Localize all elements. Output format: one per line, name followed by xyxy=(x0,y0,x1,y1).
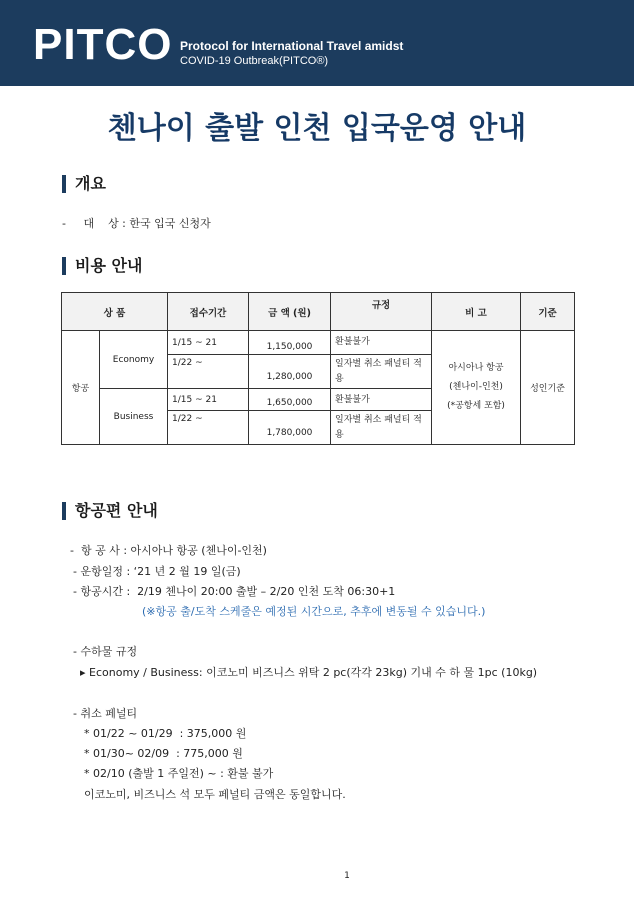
baggage-title: - 수하물 규정 xyxy=(73,645,138,658)
header-tagline: Protocol for International Travel amidst xyxy=(180,39,404,53)
cancel-penalty-item: * 01/30~ 02/09 : 775,000 원 xyxy=(84,747,243,760)
period-cell: 1/15 ~ 21 xyxy=(168,389,249,411)
col-header-period: 접수기간 xyxy=(168,293,249,331)
class-cell-business: Business xyxy=(100,389,168,445)
flight-airline-line: - 항 공 사 : 아시아나 항공 (첸나이-인천) xyxy=(70,544,267,557)
cancel-penalty-item: * 01/22 ~ 01/29 : 375,000 원 xyxy=(84,727,247,740)
col-header-remark: 비 고 xyxy=(432,293,521,331)
rule-cell: 환불불가 xyxy=(331,389,432,411)
amount-cell: 1,150,000 xyxy=(249,331,331,355)
period-cell: 1/22 ~ xyxy=(168,411,249,445)
basis-cell: 성인기준 xyxy=(521,331,575,445)
overview-target-line: - 대 상 : 한국 입국 신청자 xyxy=(62,217,211,230)
table-row xyxy=(62,331,575,355)
section-heading-overview: 개요 xyxy=(62,175,106,193)
header-banner xyxy=(0,0,634,86)
remark-airline: 아시아나 항공 xyxy=(448,363,504,373)
section-heading-flight: 항공편 안내 xyxy=(62,502,158,520)
col-header-product: 상 품 xyxy=(62,293,168,331)
cancel-penalty-footer: 이코노미, 비즈니스 석 모두 페널티 금액은 동일합니다. xyxy=(84,788,346,801)
flight-time-line: - 항공시간 : 2/19 첸나이 20:00 출발 – 2/20 인천 도착 06:30+1 xyxy=(73,585,396,598)
remark-route: (첸나이-인천) xyxy=(449,382,503,392)
section-heading-fees: 비용 안내 xyxy=(62,257,142,275)
cancel-penalty-item: * 02/10 (출발 1 주일전) ~ : 환불 불가 xyxy=(84,767,274,780)
remark-tax: (*공항세 포함) xyxy=(447,401,505,411)
amount-cell: 1,650,000 xyxy=(249,389,331,411)
flight-date-line: - 운항일정 : ‘21 년 2 월 19 일(금) xyxy=(73,565,241,578)
category-cell: 항공 xyxy=(62,331,100,445)
document-title: 첸나이 출발 인천 입국운영 안내 xyxy=(107,111,527,146)
class-cell-economy: Economy xyxy=(100,331,168,389)
page-number: 1 xyxy=(344,871,350,881)
col-header-rule: 규정 xyxy=(331,293,432,331)
fee-table xyxy=(61,292,575,445)
baggage-rule-line: ▸ Economy / Business: 이코노미 비즈니스 위탁 2 pc(각각 23kg) 기내 수 하 물 1pc (10kg) xyxy=(73,666,538,679)
remark-cell xyxy=(432,331,521,445)
header-tagline-sub: COVID-19 Outbreak(PITCO®) xyxy=(180,55,329,67)
amount-cell: 1,280,000 xyxy=(249,355,331,389)
pitco-logo: PITCO xyxy=(33,20,173,69)
col-header-basis: 기준 xyxy=(521,293,575,331)
flight-schedule-note: (※항공 출/도착 스케줄은 예정된 시간으로, 추후에 변동될 수 있습니다.) xyxy=(142,605,486,618)
col-header-amount: 금 액 (원) xyxy=(249,293,331,331)
rule-cell: 일자별 취소 패널티 적용 xyxy=(331,355,432,389)
rule-cell: 환불불가 xyxy=(331,331,432,355)
cancel-penalty-title: - 취소 페널티 xyxy=(73,707,138,720)
period-cell: 1/22 ~ xyxy=(168,355,249,389)
period-cell: 1/15 ~ 21 xyxy=(168,331,249,355)
amount-cell: 1,780,000 xyxy=(249,411,331,445)
rule-cell: 일자별 취소 패널티 적용 xyxy=(331,411,432,445)
